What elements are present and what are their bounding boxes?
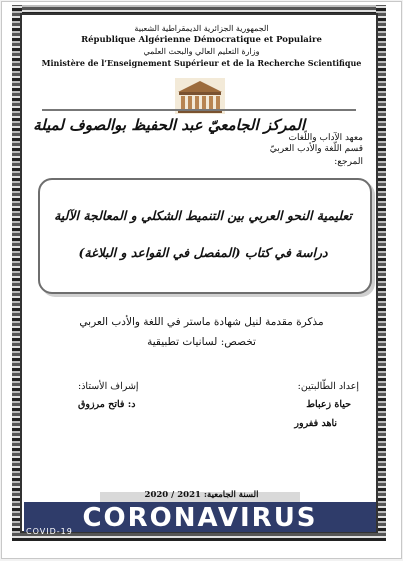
ministry-arabic: وزارة التعليم العالي والبحث العلمي [143,47,260,56]
republic-arabic: الجمهورية الجزائرية الديمقراطية الشعبية [134,24,269,33]
student-2: ناهد ففرور [294,418,337,429]
coronavirus-banner-text: CORONAVIRUS [82,503,318,533]
supervisor-label: إشراف الأستاذ: [78,381,139,392]
republic-french: République Algérienne Démocratique et Populaire [81,35,322,45]
students-label: إعداد الطّالبتين: [297,381,359,392]
header-divider [42,109,356,111]
frame-right [376,5,386,541]
student-1: حياة زعباط [306,399,351,410]
frame-left [12,5,22,541]
reference-label: المرجع: [334,157,363,167]
frame-top [12,5,386,15]
department-name: قسم اللّغة والأدب العربيّ [269,144,363,154]
thesis-title-line2: دراسة في كتاب (المفصل في القواعد و البلاغة) [78,245,328,260]
ministry-french: Ministère de l’Enseignement Supérieur et de la Recherche Scientifique [41,58,362,68]
institute-name: معهد الآداب واللّغات [288,133,363,143]
thesis-specialty: تخصص: لسانيات تطبيقية [147,336,256,348]
supervisor-name: د: فاتح مرزوق [78,399,136,410]
thesis-title-line1: تعليمية النحو العربي بين التنميط الشكلي و المعالجة الآلية [54,208,352,223]
thesis-title-box [38,178,372,294]
center-name: المركز الجامعيّ عبد الحفيظ بوالصوف لميلة [33,116,305,134]
academic-year: السنة الجامعية: 2021 / 2020 [144,490,259,500]
thesis-purpose: مذكرة مقدمة لنيل شهادة ماستر في اللغة والأدب العربي [79,316,324,328]
covid-label: COVID-19 [26,527,73,536]
